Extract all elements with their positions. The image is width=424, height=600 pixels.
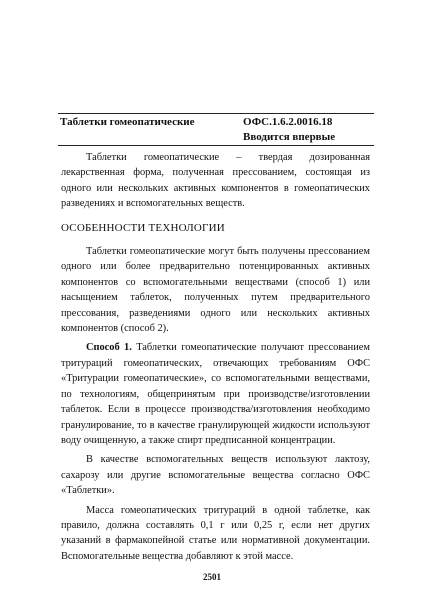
section-heading: ОСОБЕННОСТИ ТЕХНОЛОГИИ bbox=[61, 221, 225, 234]
method-1-lead: Способ 1. bbox=[86, 342, 132, 354]
paragraph-mass: Масса гомеопатических тритураций в одной таблетке, как правило, должна составлять 0,1 г или 0,25 г, если нет других указаний в фармакопейной статье или нормативной документации. Вспомогательные вещества добавляют к этой массе. bbox=[61, 504, 370, 562]
paragraph-method-1 bbox=[61, 340, 370, 448]
method-1-text: Таблетки гомеопатические получают прессованием тритураций гомеопатических, отвечающих требованиям ОФС «Тритурации гомеопатические», со вспомогательными веществами, по технологиям, общепринятым при производстве/изготовлении таблеток. Если в процессе производства/изготовления необходимо гранулирование, то в качестве гранулирующей жидкости используют воду очищенную, а также спирт предписанной концентрации. bbox=[61, 342, 370, 446]
document-body bbox=[61, 150, 370, 564]
paragraph-excipients: В качестве вспомогательных веществ используют лактозу, сахарозу или другие вспомогательные вещества согласно ОФС «Таблетки». bbox=[61, 454, 370, 497]
header-rule-bottom bbox=[58, 145, 374, 146]
monograph-code: ОФС.1.6.2.0016.18 bbox=[243, 116, 333, 128]
intro-paragraph: Таблетки гомеопатические – твердая дозированная лекарственная форма, полученная прессованием, состоящая из одного или нескольких активных компонентов в гомеопатических разведениях и вспомогательных веществ. bbox=[61, 152, 370, 210]
page-number: 2501 bbox=[203, 572, 221, 582]
monograph-status-note: Вводится впервые bbox=[243, 131, 336, 143]
monograph-title: Таблетки гомеопатические bbox=[60, 116, 195, 128]
header-rule-top bbox=[58, 113, 374, 114]
paragraph-methods: Таблетки гомеопатические могут быть получены прессованием одного или более предварительно потенцированных активных компонентов со вспомогательными веществами (способ 1) или насыщением таблеток, полученных путем предварительного прессования, разведениями одного или нескольких активных компонентов (способ 2). bbox=[61, 246, 370, 335]
